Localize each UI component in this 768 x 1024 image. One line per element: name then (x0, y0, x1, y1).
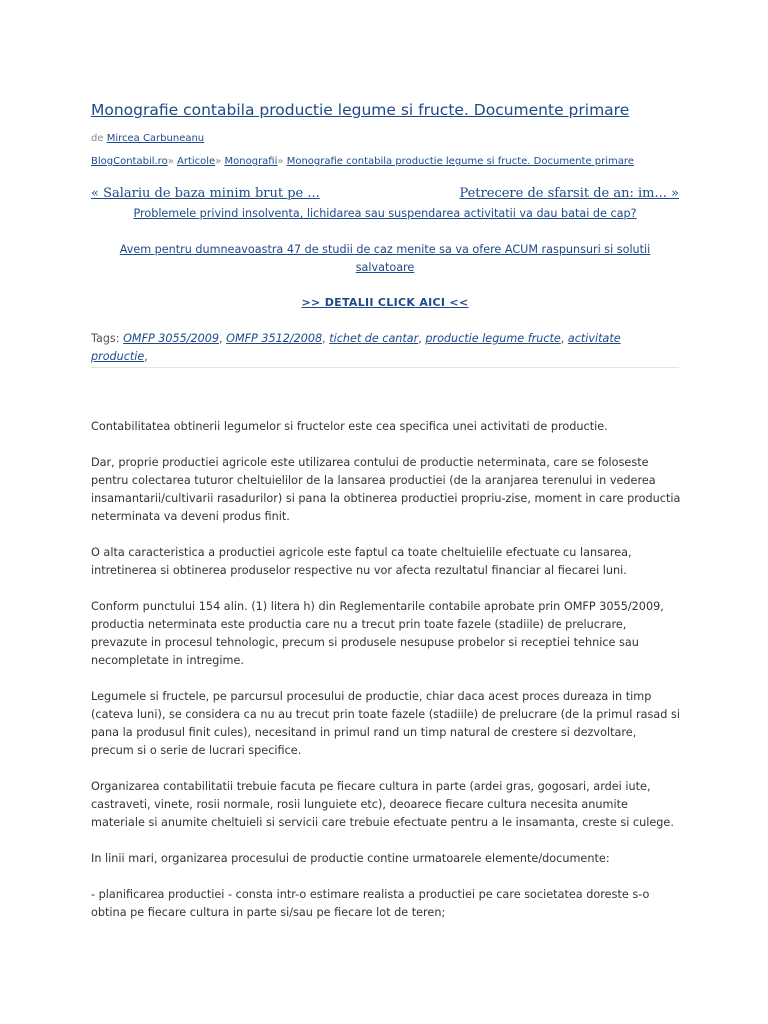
promo-offer-link[interactable]: Avem pentru dumneavoastra 47 de studii de caz menite sa va ofere ACUM raspunsuri si solutii salvatoare (119, 243, 651, 274)
author-link[interactable]: Mircea Carbuneanu (106, 133, 205, 144)
breadcrumb-separator: » (215, 156, 222, 167)
article-body (91, 418, 681, 940)
paragraph: Organizarea contabilitatii trebuie facuta pe fiecare cultura in parte (ardei gras, gogosari, ardei iute, castraveti, vinete, rosii normale, rosii lunguiete etc), deoarece fiecare cultura necesita anumite materiale si anumite cheltuieli si servicii care trebuie efectuate pentru a le insamanta, creste si culege. (91, 780, 674, 829)
tags-label: Tags: (91, 332, 120, 345)
paragraph: O alta caracteristica a productiei agricole este faptul ca toate cheltuielile efectuate cu lansarea, intretinerea si obtinerea produselor respective nu vor afecta rezultatul financiar al fiecarei luni. (91, 546, 632, 577)
previous-post-link[interactable]: « Salariu de baza minim brut pe ... (91, 186, 320, 201)
breadcrumb (91, 156, 634, 167)
paragraph: Legumele si fructele, pe parcursul procesului de productie, chiar daca acest proces dureaza in timp (cateva luni), se considera ca nu au trecut prin toate fazele (stadiile) de prelucrare (de la primul rasad si pana la produsul finit cules), necesitand in primul rand un timp natural de crestere si dezvoltare, precum si o serie de lucrari specifice. (91, 690, 680, 757)
post-navigation (91, 186, 679, 204)
breadcrumb-current[interactable]: Monografie contabila productie legume si fructe. Documente primare (286, 156, 634, 167)
breadcrumb-monografii[interactable]: Monografii (224, 156, 278, 167)
promo-cta-link[interactable]: >> DETALII CLICK AICI << (301, 296, 469, 309)
byline-prefix: de (91, 133, 104, 144)
promo-cta (91, 294, 679, 312)
promo-question-link[interactable]: Problemele privind insolventa, lichidarea sau suspendarea activitatii va dau batai de cap? (133, 207, 637, 220)
tag-link[interactable]: activitate productie (91, 332, 621, 363)
paragraph: Contabilitatea obtinerii legumelor si fructelor este cea specifica unei activitati de productie. (91, 420, 608, 433)
paragraph: - planificarea productiei - consta intr-o estimare realista a productiei pe care societatea doreste s-o obtina pe fiecare cultura in parte si/sau pe fiecare lot de teren; (91, 888, 650, 919)
promo-offer (91, 241, 679, 276)
breadcrumb-home[interactable]: BlogContabil.ro (91, 156, 168, 167)
paragraph: Conform punctului 154 alin. (1) litera h) din Reglementarile contabile aprobate prin OMFP 3055/2009, productia neterminata este productia care nu a trecut prin toate fazele (stadiile) de prelucrare, prevazute in procesul tehnologic, precum si produsele nesupuse probelor si receptiei tehnice sau necompletate in intregime. (91, 600, 664, 667)
promo-question (91, 205, 679, 223)
tag-link[interactable]: productie legume fructe (425, 332, 561, 345)
tag-link[interactable]: tichet de cantar (329, 332, 419, 345)
breadcrumb-separator: » (277, 156, 284, 167)
tag-link[interactable]: OMFP 3512/2008 (226, 332, 323, 345)
tag-link[interactable]: OMFP 3055/2009 (123, 332, 220, 345)
article-title[interactable]: Monografie contabila productie legume si fructe. Documente primare (91, 101, 630, 119)
paragraph: In linii mari, organizarea procesului de productie contine urmatoarele elemente/documente: (91, 852, 610, 865)
tags-list: Tags: OMFP 3055/2009, OMFP 3512/2008, tichet de cantar, productie legume fructe, activitate productie, (91, 332, 621, 363)
tags-divider (91, 367, 679, 368)
paragraph: Dar, proprie productiei agricole este utilizarea contului de productie neterminata, care se foloseste pentru colectarea tuturor cheltuielilor de la lansarea productiei (de la aranjarea terenului in vederea insamantarii/cultivarii rasadurilor) si pana la obtinerea productiei propriu-zise, moment in care productia neterminata va deveni produs finit. (91, 456, 681, 523)
breadcrumb-articole[interactable]: Articole (177, 156, 216, 167)
next-post-link[interactable]: Petrecere de sfarsit de an: im... » (459, 186, 679, 201)
byline (91, 133, 204, 144)
breadcrumb-separator: » (167, 156, 174, 167)
